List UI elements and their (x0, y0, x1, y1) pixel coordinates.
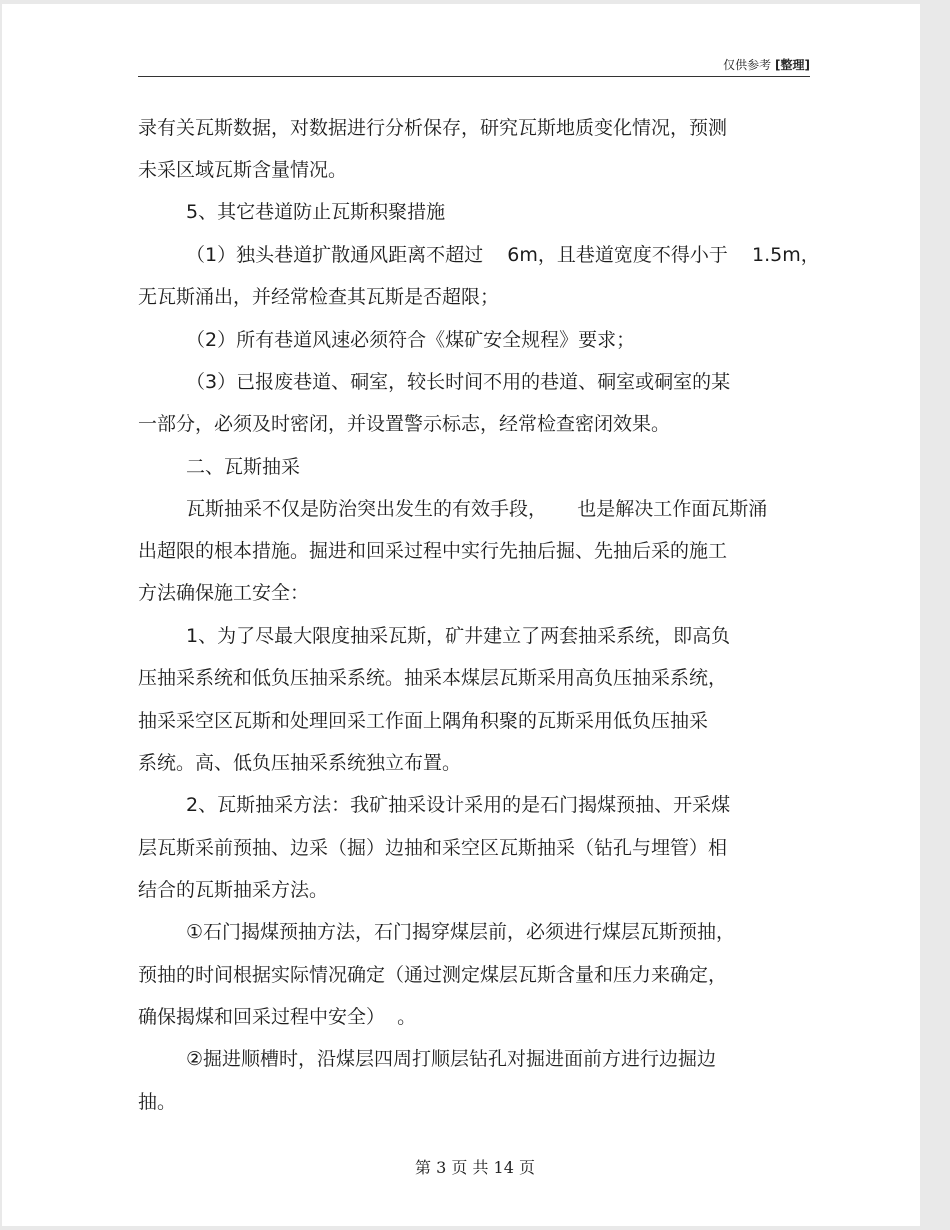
body-line: 确保揭煤和回采过程中安全） 。 (138, 1006, 417, 1028)
body-line: 系统。高、低负压抽采系统独立布置。 (138, 752, 462, 774)
body-line: 层瓦斯采前预抽、边采（掘）边抽和采空区瓦斯抽采（钻孔与埋管）相 (138, 837, 728, 859)
body-line: 2、瓦斯抽采方法：我矿抽采设计采用的是石门揭煤预抽、开采煤 (186, 794, 731, 816)
body-line: 瓦斯抽采不仅是防治突出发生的有效手段， 也是解决工作面瓦斯涌 (186, 498, 768, 520)
body-line: 无瓦斯涌出，并经常检查其瓦斯是否超限； (138, 286, 500, 308)
header-divider (138, 76, 810, 77)
header-text: 仅供参考 (723, 58, 772, 72)
body-line: 未采区域瓦斯含量情况。 (138, 159, 348, 181)
body-line: 结合的瓦斯抽采方法。 (138, 879, 329, 901)
body-line: ②掘进顺槽时，沿煤层四周打顺层钻孔对掘进面前方进行边掘边 (186, 1048, 717, 1070)
body-line: 1、为了尽最大限度抽采瓦斯，矿井建立了两套抽采系统，即高负 (186, 625, 731, 647)
section-heading: 5、其它巷道防止瓦斯积聚措施 (186, 201, 446, 223)
body-line: （1）独头巷道扩散通风距离不超过 6m，且巷道宽度不得小于 1.5m， (186, 244, 820, 266)
header-tag: [整理] (775, 58, 810, 72)
body-line: （3）已报废巷道、硐室，较长时间不用的巷道、硐室或硐室的某 (186, 371, 731, 393)
body-line: 压抽采系统和低负压抽采系统。抽采本煤层瓦斯采用高负压抽采系统， (138, 667, 728, 689)
body-line: 方法确保施工安全： (138, 582, 310, 604)
page-footer: 第 3 页 共 14 页 (415, 1158, 535, 1177)
body-line: 预抽的时间根据实际情况确定（通过测定煤层瓦斯含量和压力来确定， (138, 964, 728, 986)
body-line: 录有关瓦斯数据，对数据进行分析保存，研究瓦斯地质变化情况，预测 (138, 117, 728, 139)
body-line: （2）所有巷道风速必须符合《煤矿安全规程》要求； (186, 329, 636, 351)
body-line: 一部分，必须及时密闭，并设置警示标志，经常检查密闭效果。 (138, 413, 671, 435)
body-line: 抽。 (138, 1091, 177, 1113)
body-line: ①石门揭煤预抽方法，石门揭穿煤层前，必须进行煤层瓦斯预抽， (186, 921, 736, 943)
body-line: 出超限的根本措施。掘进和回采过程中实行先抽后掘、先抽后采的施工 (138, 540, 728, 562)
body-line: 抽采采空区瓦斯和处理回采工作面上隅角积聚的瓦斯采用低负压抽采 (138, 710, 709, 732)
page-header (138, 56, 810, 73)
section-heading: 二、瓦斯抽采 (186, 456, 301, 478)
document-page (2, 4, 920, 1226)
